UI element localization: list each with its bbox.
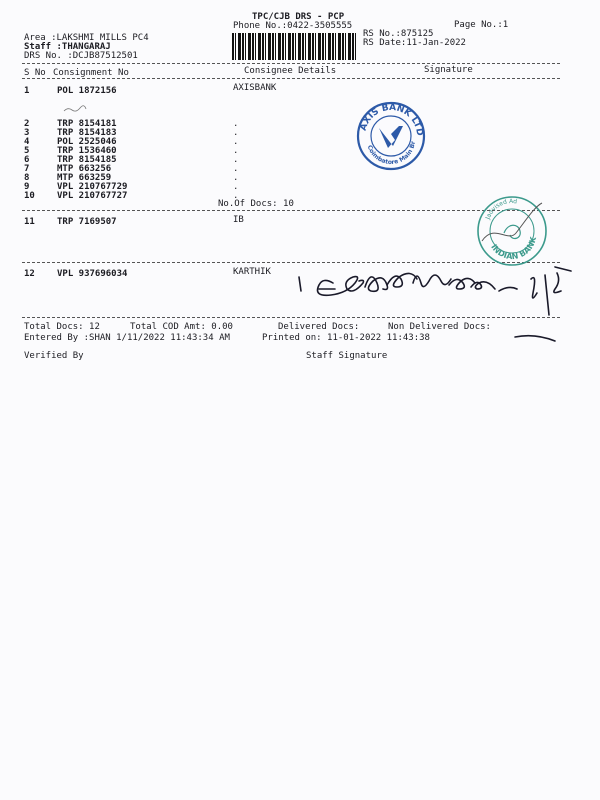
row-sno: 4	[24, 137, 30, 147]
row-consignment: POL 2525046	[57, 137, 117, 147]
drs-number: DRS No. :DCJB87512501	[24, 51, 138, 61]
header-rule-bottom	[22, 78, 560, 79]
staff-signature-label: Staff Signature	[306, 351, 388, 361]
row-consignee: .	[233, 128, 239, 138]
row-consignment: TRP 7169507	[57, 217, 117, 227]
row-consignee: .	[233, 137, 239, 147]
row-consignment: MTP 663256	[57, 164, 112, 174]
row-sno: 8	[24, 173, 30, 183]
col-consignee: Consignee Details	[244, 66, 337, 76]
row-consignee: .	[233, 155, 239, 165]
row-consignee: KARTHIK	[233, 267, 271, 277]
verified-by: Verified By	[24, 351, 84, 361]
staff-label: Staff :THANGARAJ	[24, 42, 111, 52]
svg-text:INDIAN BANK	[489, 235, 538, 261]
row-sno: 11	[24, 217, 35, 227]
row-sno: 7	[24, 164, 30, 174]
axis-stamp-ring-text: AXIS BANK LTD	[358, 102, 425, 137]
col-sno: S No	[24, 68, 46, 78]
row-consignment: TRP 8154183	[57, 128, 117, 138]
row-consignment: VPL 210767729	[57, 182, 128, 192]
area-label: Area :LAKSHMI MILLS PC4	[24, 33, 149, 43]
row-consignee: IB	[233, 215, 244, 225]
total-docs: Total Docs: 12	[24, 322, 100, 332]
rs-date: RS Date:11-Jan-2022	[363, 38, 466, 48]
footer-rule	[22, 317, 560, 318]
header-rule-top	[22, 63, 560, 64]
row-consignment: VPL 937696034	[57, 269, 128, 279]
row-consignee: .	[233, 119, 239, 129]
row-consignment: POL 1872156	[57, 86, 117, 96]
document-title: TPC/CJB DRS - PCP	[252, 12, 345, 22]
row-consignee: .	[233, 191, 239, 201]
barcode	[232, 33, 356, 60]
indian-stamp-inner-text: Jadvised Ad	[484, 197, 518, 221]
row-sno: 10	[24, 191, 35, 201]
row-consignee: .	[233, 173, 239, 183]
axis-bank-stamp	[355, 100, 427, 172]
row-sno: 9	[24, 182, 30, 192]
pen-scribble	[63, 104, 87, 114]
row-consignment: TRP 8154185	[57, 155, 117, 165]
entered-by: Entered By :SHAN 1/11/2022 11:43:34 AM	[24, 333, 230, 343]
row-consignment: MTP 663259	[57, 173, 112, 183]
total-cod-amount: Total COD Amt: 0.00	[130, 322, 233, 332]
printed-on: Printed on: 11-01-2022 11:43:38	[262, 333, 430, 343]
row-consignment: TRP 8154181	[57, 119, 117, 129]
indian-bank-stamp	[474, 193, 550, 269]
row-sno: 6	[24, 155, 30, 165]
row-consignment: TRP 1536460	[57, 146, 117, 156]
rs-number: RS No.:875125	[363, 29, 434, 39]
row-consignee: AXISBANK	[233, 83, 277, 93]
non-delivered-docs: Non Delivered Docs:	[388, 322, 491, 332]
row-sno: 5	[24, 146, 30, 156]
row-sno: 12	[24, 269, 35, 279]
group-doc-count: No.Of Docs: 10	[218, 199, 294, 209]
row-consignee: .	[233, 164, 239, 174]
svg-text:AXIS BANK LTD	[359, 103, 425, 137]
delivered-docs: Delivered Docs:	[278, 322, 360, 332]
axis-stamp-sub-text: Coimbatore Main Br	[365, 140, 417, 167]
svg-text:Jadvised Ad	[484, 198, 518, 221]
col-signature: Signature	[424, 65, 473, 75]
phone-number: Phone No.:0422-3505555	[233, 21, 353, 31]
col-consignment: Consignment No	[53, 68, 129, 78]
row-sno: 2	[24, 119, 30, 129]
indian-stamp-ring-text: INDIAN BANK	[489, 235, 538, 262]
row-consignee: .	[233, 146, 239, 156]
row-consignee: .	[233, 182, 239, 192]
row-consignment: VPL 210767727	[57, 191, 128, 201]
row-sno: 3	[24, 128, 30, 138]
row-sno: 1	[24, 86, 30, 96]
page-number: Page No.:1	[454, 20, 509, 30]
